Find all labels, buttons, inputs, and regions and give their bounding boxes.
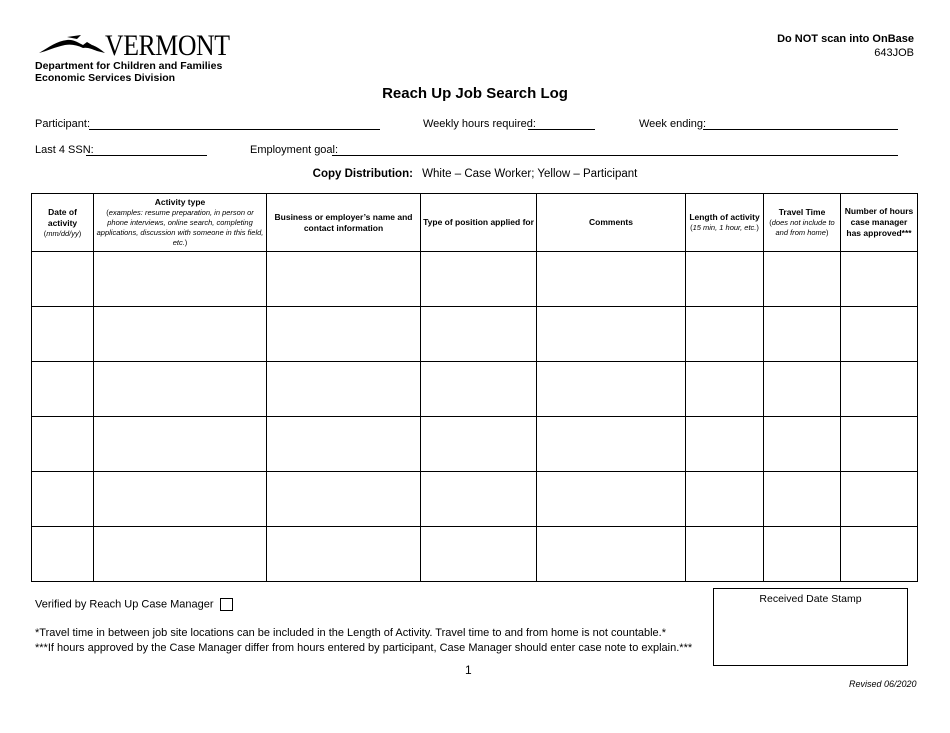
mountain-bird-icon [37,33,109,57]
table-cell[interactable] [686,307,764,362]
table-cell[interactable] [764,307,841,362]
table-cell[interactable] [686,527,764,582]
col-position-type [421,194,537,252]
col-travel-sub-close: ) [825,228,829,237]
table-cell[interactable] [537,252,686,307]
table-cell[interactable] [764,362,841,417]
table-cell[interactable] [764,472,841,527]
weekly-hours-field[interactable] [528,129,595,130]
department-name [35,61,222,84]
table-cell[interactable] [537,362,686,417]
employment-goal-field[interactable] [332,155,898,156]
verified-row [35,598,233,611]
stamp-label: Received Date Stamp [759,593,862,605]
col-position-title: Type of position applied for [423,217,534,227]
table-cell[interactable] [841,362,918,417]
table-cell[interactable] [421,527,537,582]
col-travel-time [764,194,841,252]
verified-label: Verified by Reach Up Case Manager [35,598,214,611]
received-date-stamp-box[interactable] [713,588,908,666]
week-ending-label: Week ending: [639,118,707,130]
table-cell[interactable] [537,527,686,582]
dept-line-2: Economic Services Division [35,71,176,84]
table-cell[interactable] [267,527,421,582]
participant-label: Participant: [35,118,91,130]
agency-name: VERMONT [105,29,230,62]
col-date-sub-open: ( [43,228,47,238]
table-cell[interactable] [537,417,686,472]
table-cell[interactable] [841,252,918,307]
table-cell[interactable] [32,307,94,362]
verified-checkbox[interactable] [220,598,233,611]
table-cell[interactable] [267,417,421,472]
table-cell[interactable] [32,417,94,472]
table-cell[interactable] [94,417,267,472]
participant-field[interactable] [89,129,380,130]
col-activity-title: Activity type [154,197,206,207]
page-title: Reach Up Job Search Log [382,85,568,102]
col-activity-sub-open: ( [106,208,109,217]
table-cell[interactable] [421,417,537,472]
table-cell[interactable] [421,252,537,307]
col-length-sub-text: 15 min, 1 hour, etc. [692,223,757,232]
table-cell[interactable] [267,472,421,527]
col-travel-sub [766,218,838,238]
form-number: 643JOB [874,47,914,59]
table-cell[interactable] [841,307,918,362]
copy-distribution-text: White – Case Worker; Yellow – Participant [422,168,638,180]
col-length [686,194,764,252]
col-approved-hours [841,194,918,252]
col-travel-sub-text: does not include to and from home [771,218,835,237]
job-search-log-table [31,193,918,582]
table-cell[interactable] [421,307,537,362]
col-activity-sub-close: ) [184,238,188,247]
table-cell[interactable] [94,252,267,307]
col-activity-sub [96,208,264,248]
copy-distribution [0,168,950,180]
col-date-title: Date of activity [47,206,78,228]
travel-note: *Travel time in between job site locations can be included in the Length of Activity. Travel time to and from home is not countable.* [35,627,667,639]
table-cell[interactable] [764,417,841,472]
table-row [32,417,918,472]
table-cell[interactable] [32,527,94,582]
col-date-sub-text: mm/dd/yy [46,228,79,238]
table-cell[interactable] [686,417,764,472]
scan-notice: Do NOT scan into OnBase [777,33,914,45]
col-length-sub-close: ) [756,223,759,232]
form-info [777,32,914,60]
table-cell[interactable] [94,527,267,582]
table-cell[interactable] [537,472,686,527]
vermont-logo [37,29,230,62]
table-cell[interactable] [421,362,537,417]
table-cell[interactable] [764,252,841,307]
table-header-row [32,194,918,252]
table-cell[interactable] [686,472,764,527]
footnotes [35,626,692,656]
table-cell[interactable] [94,307,267,362]
table-cell[interactable] [764,527,841,582]
col-length-sub-open: ( [690,223,693,232]
col-activity-type [94,194,267,252]
revised-date: Revised 06/2020 [849,679,917,689]
table-row [32,472,918,527]
table-cell[interactable] [267,307,421,362]
table-row [32,307,918,362]
table-row [32,252,918,307]
table-cell[interactable] [841,417,918,472]
table-row [32,527,918,582]
table-cell[interactable] [686,362,764,417]
col-length-title: Length of activity [689,212,760,222]
dept-line-1: Department for Children and Families [35,60,223,72]
col-date-sub-close: ) [78,228,82,238]
table-cell[interactable] [32,472,94,527]
col-date [32,194,94,252]
table-cell[interactable] [421,472,537,527]
col-date-sub [34,229,91,239]
table-cell[interactable] [94,472,267,527]
ssn-field[interactable] [86,155,207,156]
approved-note: ***If hours approved by the Case Manager differ from hours entered by participant, Case Manager should enter case note to explain.*** [35,642,693,654]
table-cell[interactable] [94,362,267,417]
col-length-sub [688,223,761,233]
table-cell[interactable] [841,472,918,527]
copy-distribution-label: Copy Distribution: [312,168,413,180]
page-number: 1 [465,663,472,677]
employment-goal-label: Employment goal: [250,144,339,156]
table-cell[interactable] [686,252,764,307]
col-comments [537,194,686,252]
table-cell[interactable] [267,252,421,307]
table-cell[interactable] [32,362,94,417]
ssn-label: Last 4 SSN: [35,144,94,156]
table-cell[interactable] [537,307,686,362]
col-business-title: Business or employer’s name and contact information [274,211,413,233]
week-ending-field[interactable] [703,129,898,130]
col-travel-title: Travel Time [778,207,826,217]
table-cell[interactable] [32,252,94,307]
weekly-hours-label: Weekly hours required: [423,118,536,130]
col-activity-sub-text: examples: resume preparation, in person or phone interviews, online search, completing applications, discussion with someone in this field, etc. [96,208,264,247]
table-cell[interactable] [267,362,421,417]
table-row [32,362,918,417]
col-approved-title: Number of hours case manager has approved*** [844,206,914,238]
col-business [267,194,421,252]
col-travel-sub-open: ( [769,218,772,227]
col-comments-title: Comments [589,217,633,227]
table-cell[interactable] [841,527,918,582]
